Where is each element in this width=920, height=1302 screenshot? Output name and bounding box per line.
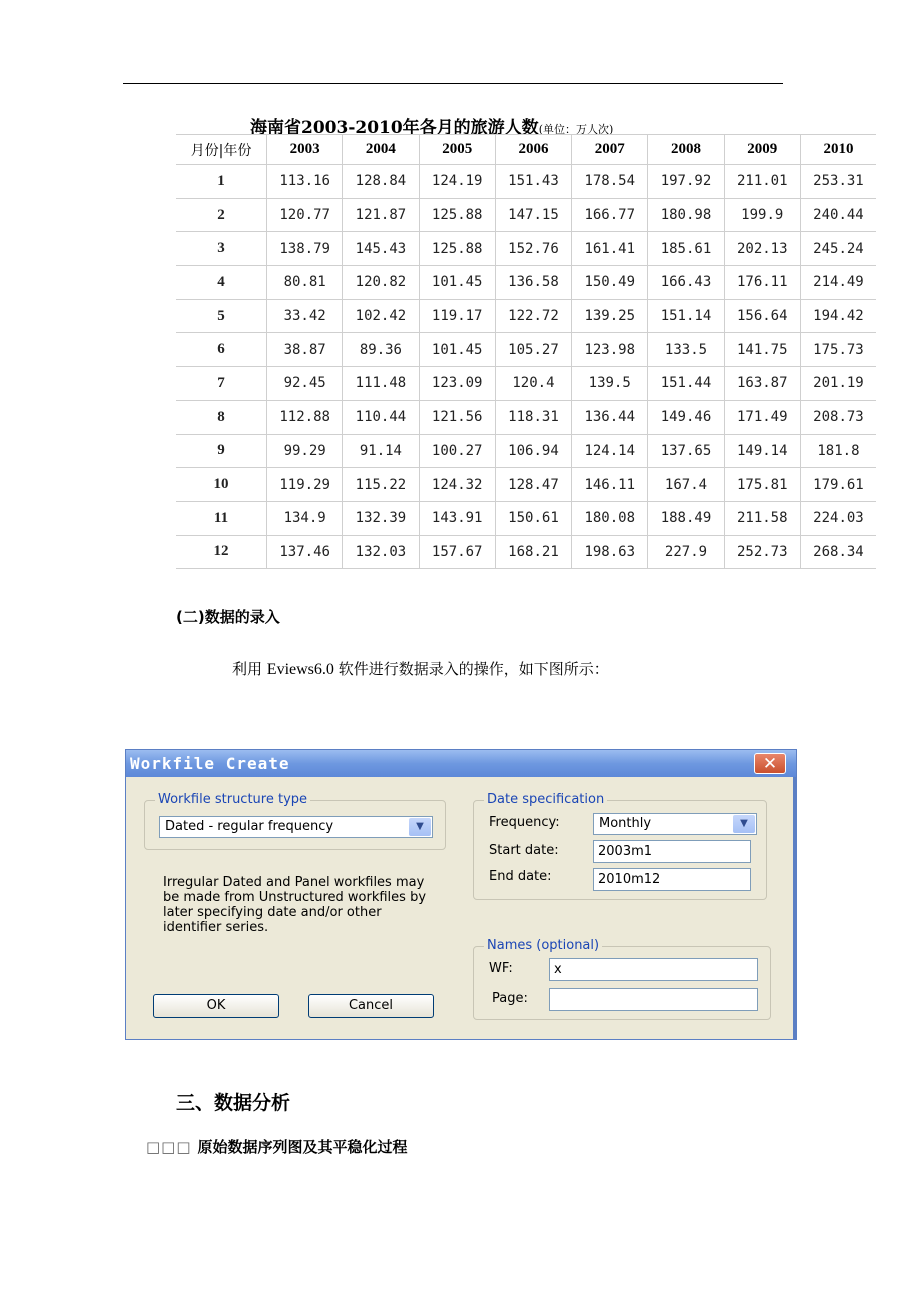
chevron-down-icon[interactable]: ▼ — [409, 818, 431, 836]
value-cell: 253.31 — [800, 165, 876, 199]
month-cell: 5 — [176, 299, 267, 333]
value-cell: 134.9 — [267, 501, 343, 535]
value-cell: 198.63 — [572, 535, 648, 569]
workfile-create-dialog — [125, 749, 797, 1040]
value-cell: 137.65 — [648, 434, 724, 468]
subsection-heading — [146, 1136, 408, 1157]
value-cell: 122.72 — [495, 299, 571, 333]
value-cell: 124.19 — [419, 165, 495, 199]
value-cell: 252.73 — [724, 535, 800, 569]
section3-heading: 三、数据分析 — [176, 1092, 291, 1114]
value-cell: 123.09 — [419, 367, 495, 401]
value-cell: 202.13 — [724, 232, 800, 266]
value-cell: 227.9 — [648, 535, 724, 569]
table-row — [176, 535, 876, 569]
frequency-label: Frequency: — [489, 815, 560, 830]
table-row — [176, 333, 876, 367]
table-row — [176, 434, 876, 468]
value-cell: 119.29 — [267, 468, 343, 502]
value-cell: 157.67 — [419, 535, 495, 569]
start-date-value: 2003m1 — [598, 844, 653, 859]
value-cell: 106.94 — [495, 434, 571, 468]
value-cell: 194.42 — [800, 299, 876, 333]
value-cell: 163.87 — [724, 367, 800, 401]
month-cell: 6 — [176, 333, 267, 367]
value-cell: 179.61 — [800, 468, 876, 502]
value-cell: 143.91 — [419, 501, 495, 535]
value-cell: 171.49 — [724, 400, 800, 434]
value-cell: 125.88 — [419, 232, 495, 266]
value-cell: 199.9 — [724, 198, 800, 232]
page-name-input[interactable] — [549, 988, 758, 1011]
value-cell: 150.61 — [495, 501, 571, 535]
end-date-input[interactable] — [593, 868, 751, 891]
value-cell: 102.42 — [343, 299, 419, 333]
month-cell: 1 — [176, 165, 267, 199]
value-cell: 80.81 — [267, 266, 343, 300]
value-cell: 214.49 — [800, 266, 876, 300]
table-row — [176, 367, 876, 401]
value-cell: 176.11 — [724, 266, 800, 300]
year-header: 2010 — [800, 135, 876, 165]
header-rule — [123, 83, 783, 84]
dialog-title: Workfile Create — [130, 754, 290, 773]
value-cell: 175.81 — [724, 468, 800, 502]
value-cell: 201.19 — [800, 367, 876, 401]
value-cell: 112.88 — [267, 400, 343, 434]
value-cell: 33.42 — [267, 299, 343, 333]
value-cell: 128.47 — [495, 468, 571, 502]
value-cell: 111.48 — [343, 367, 419, 401]
value-cell: 101.45 — [419, 333, 495, 367]
table-title — [250, 113, 614, 138]
intro-post: 软件进行数据录入的操作，如下图所示： — [338, 660, 609, 678]
end-date-label: End date: — [489, 869, 552, 884]
table-row — [176, 468, 876, 502]
tourism-data-table — [176, 134, 876, 569]
value-cell: 120.4 — [495, 367, 571, 401]
table-row — [176, 266, 876, 300]
value-cell: 178.54 — [572, 165, 648, 199]
table-row — [176, 501, 876, 535]
year-header: 2007 — [572, 135, 648, 165]
value-cell: 151.44 — [648, 367, 724, 401]
year-header: 2005 — [419, 135, 495, 165]
names-group — [473, 938, 771, 1020]
wf-name-input[interactable] — [549, 958, 758, 981]
month-cell: 11 — [176, 501, 267, 535]
month-cell: 3 — [176, 232, 267, 266]
value-cell: 166.43 — [648, 266, 724, 300]
start-date-input[interactable] — [593, 840, 751, 863]
value-cell: 240.44 — [800, 198, 876, 232]
start-date-label: Start date: — [489, 843, 559, 858]
table-row — [176, 165, 876, 199]
value-cell: 180.98 — [648, 198, 724, 232]
year-header: 2004 — [343, 135, 419, 165]
table-header-row — [176, 135, 876, 165]
table-row — [176, 232, 876, 266]
intro-pre: 利用 — [232, 660, 263, 678]
value-cell: 124.14 — [572, 434, 648, 468]
intro-software: Eviews6.0 — [266, 661, 334, 678]
table-unit: (单位：万人次) — [538, 123, 614, 136]
value-cell: 268.34 — [800, 535, 876, 569]
value-cell: 152.76 — [495, 232, 571, 266]
value-cell: 119.17 — [419, 299, 495, 333]
section2-intro — [232, 658, 609, 679]
names-legend: Names (optional) — [484, 938, 602, 953]
value-cell: 99.29 — [267, 434, 343, 468]
close-button[interactable] — [754, 753, 786, 774]
value-cell: 113.16 — [267, 165, 343, 199]
value-cell: 121.56 — [419, 400, 495, 434]
value-cell: 149.46 — [648, 400, 724, 434]
value-cell: 136.44 — [572, 400, 648, 434]
dialog-frame-right — [793, 777, 796, 1040]
dialog-titlebar[interactable] — [126, 750, 796, 777]
section2-heading: (二)数据的录入 — [176, 608, 280, 626]
close-icon: ✕ — [762, 754, 778, 774]
page-label: Page: — [492, 991, 528, 1006]
month-cell: 8 — [176, 400, 267, 434]
value-cell: 123.98 — [572, 333, 648, 367]
value-cell: 137.46 — [267, 535, 343, 569]
ok-button[interactable]: OK — [153, 994, 279, 1018]
table-row — [176, 198, 876, 232]
value-cell: 128.84 — [343, 165, 419, 199]
month-cell: 9 — [176, 434, 267, 468]
value-cell: 89.36 — [343, 333, 419, 367]
table-body — [176, 165, 876, 569]
table-title-text: 海南省2003-2010年各月的旅游人数 — [250, 118, 539, 138]
structure-note: Irregular Dated and Panel workfiles may be made from Unstructured workfiles by later specifying date and/or other identifier series. — [163, 875, 427, 935]
month-cell: 4 — [176, 266, 267, 300]
value-cell: 175.73 — [800, 333, 876, 367]
value-cell: 138.79 — [267, 232, 343, 266]
table-row — [176, 400, 876, 434]
wf-name-value: x — [554, 962, 562, 977]
table-row — [176, 299, 876, 333]
value-cell: 132.03 — [343, 535, 419, 569]
value-cell: 146.11 — [572, 468, 648, 502]
value-cell: 105.27 — [495, 333, 571, 367]
value-cell: 92.45 — [267, 367, 343, 401]
value-cell: 110.44 — [343, 400, 419, 434]
year-header: 2006 — [495, 135, 571, 165]
value-cell: 150.49 — [572, 266, 648, 300]
chevron-down-icon[interactable]: ▼ — [733, 815, 755, 833]
value-cell: 166.77 — [572, 198, 648, 232]
value-cell: 125.88 — [419, 198, 495, 232]
value-cell: 180.08 — [572, 501, 648, 535]
value-cell: 151.14 — [648, 299, 724, 333]
value-cell: 181.8 — [800, 434, 876, 468]
value-cell: 121.87 — [343, 198, 419, 232]
year-header: 2008 — [648, 135, 724, 165]
value-cell: 245.24 — [800, 232, 876, 266]
value-cell: 168.21 — [495, 535, 571, 569]
frequency-value: Monthly — [599, 816, 652, 831]
value-cell: 118.31 — [495, 400, 571, 434]
value-cell: 139.25 — [572, 299, 648, 333]
value-cell: 132.39 — [343, 501, 419, 535]
value-cell: 208.73 — [800, 400, 876, 434]
date-spec-group — [473, 792, 767, 900]
value-cell: 141.75 — [724, 333, 800, 367]
month-cell: 10 — [176, 468, 267, 502]
value-cell: 156.64 — [724, 299, 800, 333]
value-cell: 133.5 — [648, 333, 724, 367]
structure-legend: Workfile structure type — [155, 792, 310, 807]
value-cell: 115.22 — [343, 468, 419, 502]
structure-group — [144, 792, 446, 850]
value-cell: 145.43 — [343, 232, 419, 266]
subsection-title: 原始数据序列图及其平稳化过程 — [197, 1138, 408, 1156]
wf-label: WF: — [489, 961, 513, 976]
value-cell: 167.4 — [648, 468, 724, 502]
value-cell: 100.27 — [419, 434, 495, 468]
year-header: 2009 — [724, 135, 800, 165]
corner-header: 月份|年份 — [176, 135, 267, 165]
value-cell: 211.58 — [724, 501, 800, 535]
value-cell: 120.82 — [343, 266, 419, 300]
value-cell: 38.87 — [267, 333, 343, 367]
value-cell: 120.77 — [267, 198, 343, 232]
cancel-button[interactable]: Cancel — [308, 994, 434, 1018]
value-cell: 197.92 — [648, 165, 724, 199]
value-cell: 136.58 — [495, 266, 571, 300]
month-cell: 7 — [176, 367, 267, 401]
value-cell: 139.5 — [572, 367, 648, 401]
value-cell: 151.43 — [495, 165, 571, 199]
subsection-number: □□□ — [146, 1138, 192, 1156]
structure-type-select[interactable] — [159, 816, 433, 838]
value-cell: 124.32 — [419, 468, 495, 502]
value-cell: 211.01 — [724, 165, 800, 199]
month-cell: 12 — [176, 535, 267, 569]
frequency-select[interactable] — [593, 813, 757, 835]
value-cell: 91.14 — [343, 434, 419, 468]
structure-type-value: Dated - regular frequency — [165, 819, 334, 834]
year-header: 2003 — [267, 135, 343, 165]
value-cell: 101.45 — [419, 266, 495, 300]
value-cell: 188.49 — [648, 501, 724, 535]
value-cell: 161.41 — [572, 232, 648, 266]
value-cell: 147.15 — [495, 198, 571, 232]
month-cell: 2 — [176, 198, 267, 232]
end-date-value: 2010m12 — [598, 872, 661, 887]
value-cell: 185.61 — [648, 232, 724, 266]
value-cell: 224.03 — [800, 501, 876, 535]
date-spec-legend: Date specification — [484, 792, 607, 807]
value-cell: 149.14 — [724, 434, 800, 468]
